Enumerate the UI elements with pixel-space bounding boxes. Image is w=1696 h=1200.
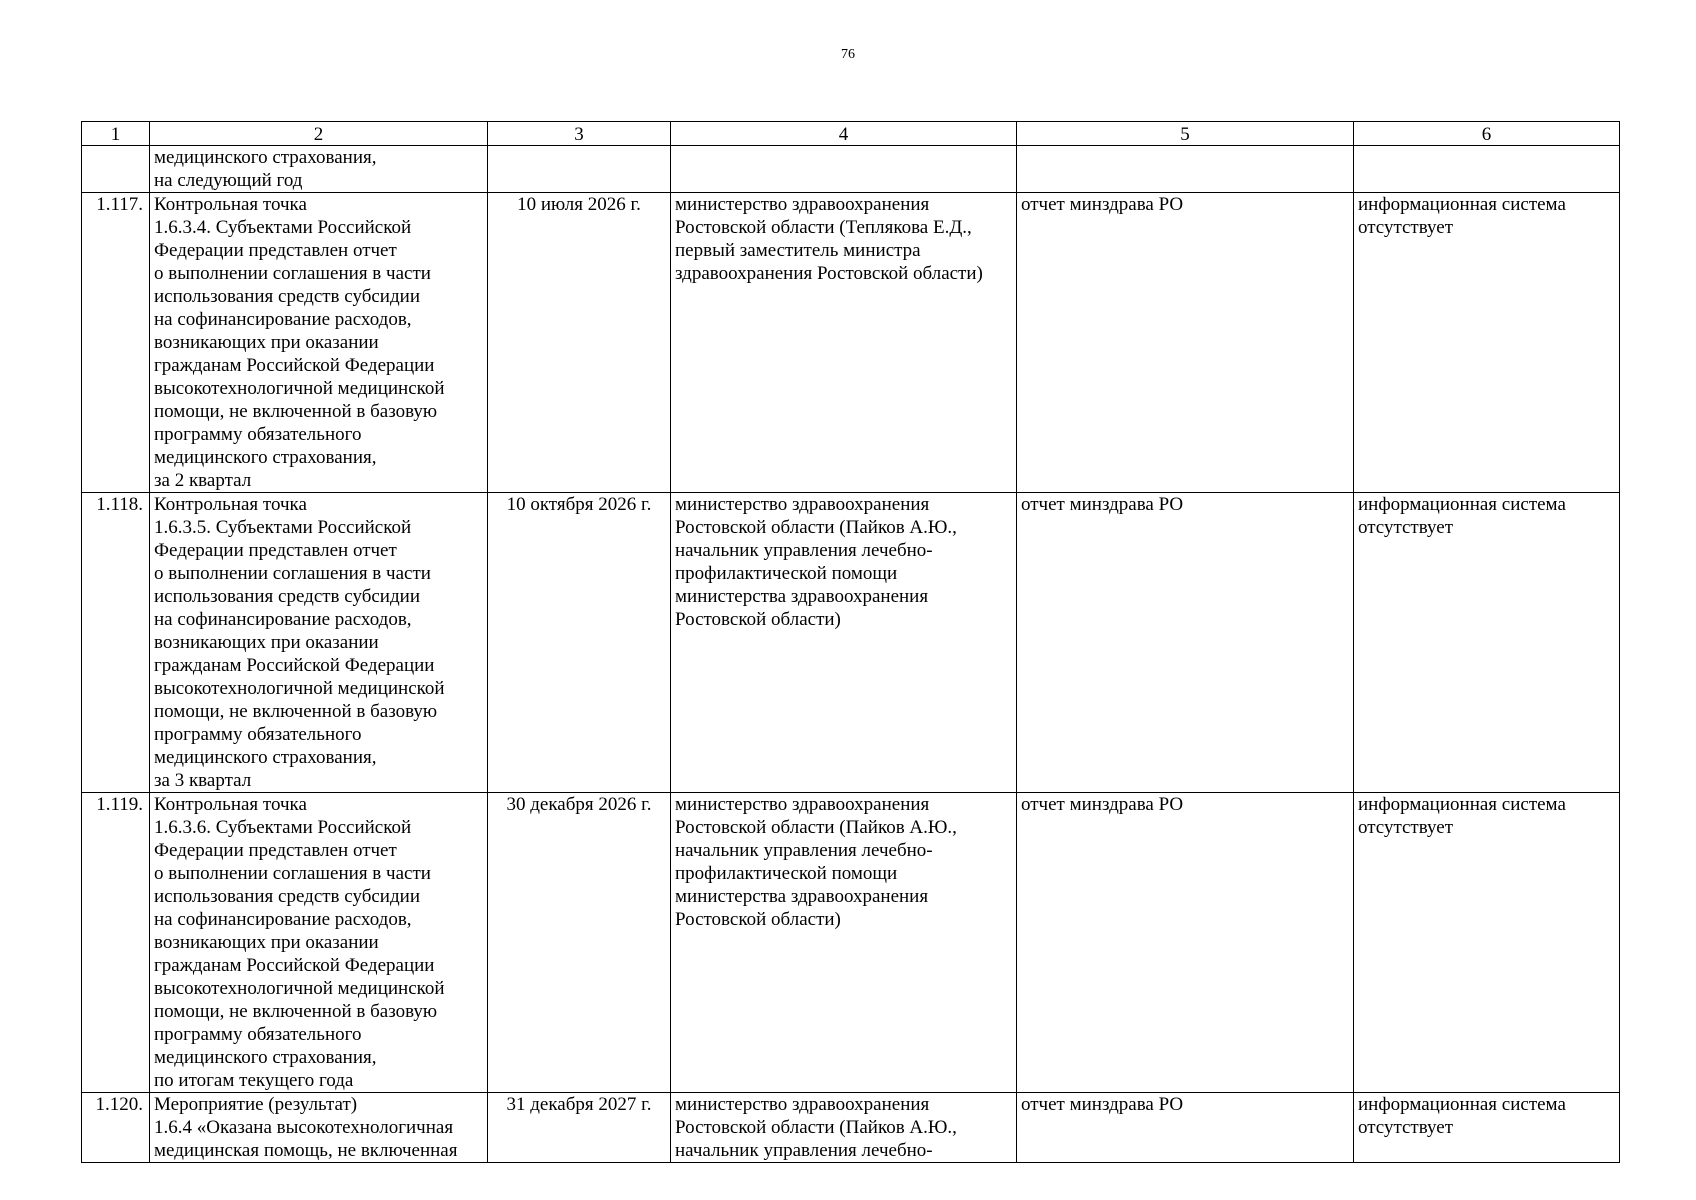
cell-text-line: гражданам Российской Федерации	[154, 355, 435, 376]
cell-text-line: Ростовской области)	[675, 609, 841, 630]
document-type-cell: отчет минздрава РО	[1017, 793, 1354, 1093]
cell-text-line: министерство здравоохранения	[675, 794, 930, 815]
cell-text-line: помощи, не включенной в базовую	[154, 701, 438, 722]
table-row	[82, 193, 1620, 493]
cell-text-line: высокотехнологичной медицинской	[154, 978, 445, 999]
table-header-row	[82, 122, 1620, 146]
row-number-cell	[82, 146, 150, 193]
cell-text-line: программу обязательного	[154, 424, 362, 445]
cell-text-line: о выполнении соглашения в части	[154, 563, 431, 584]
row-number-cell: 1.118.	[82, 493, 150, 793]
cell-text-line: министерство здравоохранения	[675, 494, 930, 515]
responsible-cell	[671, 793, 1017, 1093]
cell-text-line: Федерации представлен отчет	[154, 240, 397, 261]
cell-text-line: отсутствует	[1358, 517, 1454, 538]
column-header: 6	[1354, 122, 1620, 146]
cell-text-line: возникающих при оказании	[154, 332, 379, 353]
date-cell: 10 октября 2026 г.	[488, 493, 671, 793]
column-header: 3	[488, 122, 671, 146]
cell-text-line: информационная система	[1358, 794, 1566, 815]
responsible-cell	[671, 146, 1017, 193]
cell-text-line: возникающих при оказании	[154, 632, 379, 653]
cell-text-line: 1.6.4 «Оказана высокотехнологичная	[154, 1117, 454, 1138]
description-cell	[150, 1093, 488, 1163]
cell-text-line: помощи, не включенной в базовую	[154, 401, 438, 422]
responsible-cell	[671, 193, 1017, 493]
cell-text-line: высокотехнологичной медицинской	[154, 678, 445, 699]
cell-text-line: начальник управления лечебно-	[675, 540, 933, 561]
cell-text-line: Контрольная точка	[154, 794, 307, 815]
column-header: 1	[82, 122, 150, 146]
cell-text-line: программу обязательного	[154, 1024, 362, 1045]
cell-text-line: возникающих при оказании	[154, 932, 379, 953]
cell-text-line: Мероприятие (результат)	[154, 1094, 358, 1115]
info-system-cell	[1354, 146, 1620, 193]
cell-text-line: министерство здравоохранения	[675, 1094, 930, 1115]
cell-text-line: на следующий год	[154, 170, 303, 191]
info-system-cell	[1354, 493, 1620, 793]
cell-text-line: Ростовской области)	[675, 909, 841, 930]
date-cell: 10 июля 2026 г.	[488, 193, 671, 493]
cell-text-line: Федерации представлен отчет	[154, 840, 397, 861]
cell-text-line: медицинского страхования,	[154, 1047, 377, 1068]
cell-text-line: отсутствует	[1358, 817, 1454, 838]
cell-text-line: использования средств субсидии	[154, 286, 420, 307]
cell-text-line: Ростовской области (Пайков А.Ю.,	[675, 1117, 957, 1138]
document-table	[81, 121, 1620, 1163]
cell-text-line: министерства здравоохранения	[675, 886, 929, 907]
cell-text-line: информационная система	[1358, 194, 1566, 215]
cell-text-line: Контрольная точка	[154, 494, 307, 515]
cell-text-line: профилактической помощи	[675, 563, 898, 584]
cell-text-line: медицинского страхования,	[154, 447, 377, 468]
table-row	[82, 146, 1620, 193]
row-number-cell: 1.117.	[82, 193, 150, 493]
cell-text-line: на софинансирование расходов,	[154, 609, 412, 630]
cell-text-line: использования средств субсидии	[154, 886, 420, 907]
column-header: 2	[150, 122, 488, 146]
document-type-cell: отчет минздрава РО	[1017, 193, 1354, 493]
cell-text-line: 1.6.3.4. Субъектами Российской	[154, 217, 412, 238]
cell-text-line: профилактической помощи	[675, 863, 898, 884]
cell-text-line: Ростовской области (Пайков А.Ю.,	[675, 517, 957, 538]
cell-text-line: программу обязательного	[154, 724, 362, 745]
cell-text-line: о выполнении соглашения в части	[154, 863, 431, 884]
cell-text-line: начальник управления лечебно-	[675, 840, 933, 861]
description-cell	[150, 193, 488, 493]
date-cell: 30 декабря 2026 г.	[488, 793, 671, 1093]
cell-text-line: отсутствует	[1358, 217, 1454, 238]
cell-text-line: медицинская помощь, не включенная	[154, 1140, 458, 1161]
cell-text-line: 1.6.3.5. Субъектами Российской	[154, 517, 412, 538]
description-cell	[150, 493, 488, 793]
cell-text-line: Федерации представлен отчет	[154, 540, 397, 561]
cell-text-line: здравоохранения Ростовской области)	[675, 263, 983, 284]
cell-text-line: Ростовской области (Теплякова Е.Д.,	[675, 217, 972, 238]
cell-text-line: медицинского страхования,	[154, 147, 377, 168]
info-system-cell	[1354, 793, 1620, 1093]
cell-text-line: о выполнении соглашения в части	[154, 263, 431, 284]
table-row	[82, 493, 1620, 793]
cell-text-line: на софинансирование расходов,	[154, 309, 412, 330]
cell-text-line: отсутствует	[1358, 1117, 1454, 1138]
description-cell	[150, 146, 488, 193]
cell-text-line: за 3 квартал	[154, 770, 252, 791]
page-number: 76	[841, 47, 855, 62]
cell-text-line: помощи, не включенной в базовую	[154, 1001, 438, 1022]
cell-text-line: Контрольная точка	[154, 194, 307, 215]
table-row	[82, 1093, 1620, 1163]
document-type-cell: отчет минздрава РО	[1017, 493, 1354, 793]
table-row	[82, 793, 1620, 1093]
document-type-cell	[1017, 146, 1354, 193]
cell-text-line: гражданам Российской Федерации	[154, 655, 435, 676]
column-header: 5	[1017, 122, 1354, 146]
responsible-cell	[671, 1093, 1017, 1163]
cell-text-line: гражданам Российской Федерации	[154, 955, 435, 976]
cell-text-line: за 2 квартал	[154, 470, 252, 491]
description-cell	[150, 793, 488, 1093]
date-cell	[488, 146, 671, 193]
cell-text-line: по итогам текущего года	[154, 1070, 354, 1091]
row-number-cell: 1.120.	[82, 1093, 150, 1163]
document-type-cell: отчет минздрава РО	[1017, 1093, 1354, 1163]
cell-text-line: Ростовской области (Пайков А.Ю.,	[675, 817, 957, 838]
responsible-cell	[671, 493, 1017, 793]
cell-text-line: министерства здравоохранения	[675, 586, 929, 607]
cell-text-line: 1.6.3.6. Субъектами Российской	[154, 817, 412, 838]
cell-text-line: высокотехнологичной медицинской	[154, 378, 445, 399]
date-cell: 31 декабря 2027 г.	[488, 1093, 671, 1163]
cell-text-line: на софинансирование расходов,	[154, 909, 412, 930]
cell-text-line: начальник управления лечебно-	[675, 1140, 933, 1161]
cell-text-line: первый заместитель министра	[675, 240, 921, 261]
cell-text-line: информационная система	[1358, 1094, 1566, 1115]
row-number-cell: 1.119.	[82, 793, 150, 1093]
cell-text-line: медицинского страхования,	[154, 747, 377, 768]
cell-text-line: информационная система	[1358, 494, 1566, 515]
column-header: 4	[671, 122, 1017, 146]
cell-text-line: использования средств субсидии	[154, 586, 420, 607]
info-system-cell	[1354, 1093, 1620, 1163]
cell-text-line: министерство здравоохранения	[675, 194, 930, 215]
info-system-cell	[1354, 193, 1620, 493]
